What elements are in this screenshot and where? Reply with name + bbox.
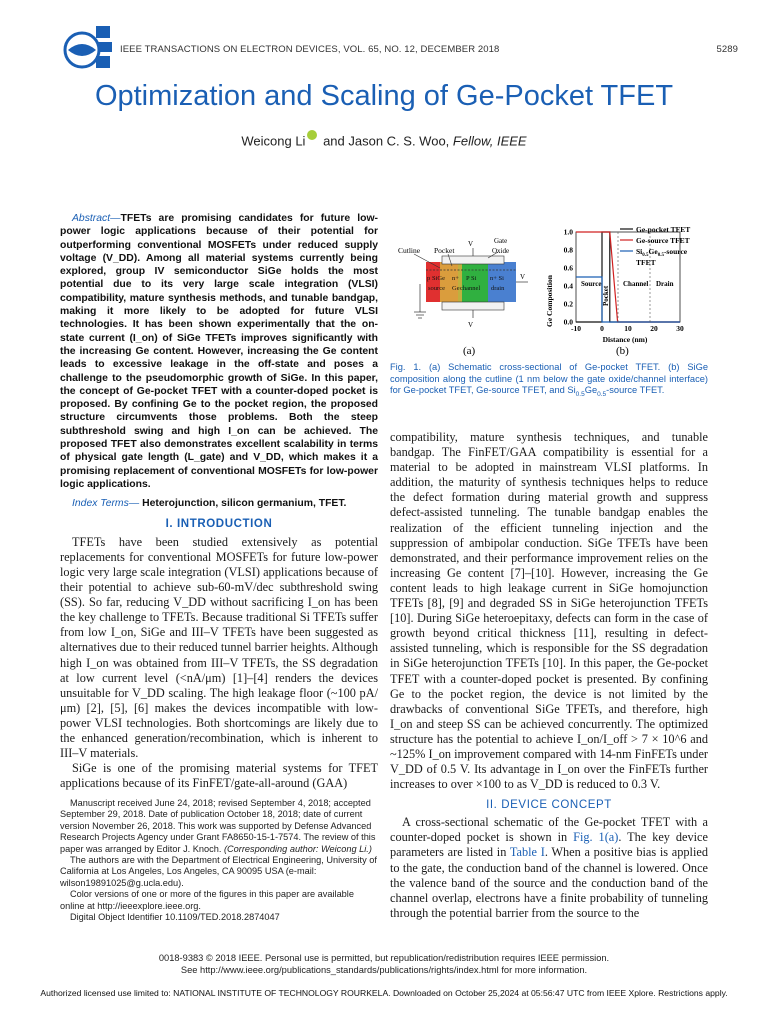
legend-ge-source: Ge-source TFET [636,236,690,245]
caption-part-b: (b) SiGe composition along the cutline (1 nm below the gate oxide/channel interface) for Ge-pocket TFET, Ge-source TFET, and Si [390,362,708,395]
footnote-doi: Digital Object Identifier 10.1109/TED.2018.2874047 [70,912,280,923]
legend-sige-source-tfet: TFET [636,258,656,267]
link-fig-1a[interactable]: Fig. 1(a) [573,830,619,845]
panel-b-label: (b) [616,345,629,357]
label-vg-top: V [468,240,474,248]
abstract [60,212,378,791]
label-vg-bottom: V [468,321,474,329]
author-2-title: Fellow, IEEE [452,133,527,149]
label-cutline: Cutline [398,246,421,255]
x-tick-label: 0 [600,324,604,333]
abstract-text: TFETs are promising candidates for future low-power logic applications because of their potential for outperforming conventional MOSFETs under reduced supply voltage (V_DD). Among all material systems currently being explored, group IV semiconductor SiGe holds the most potential due to its very large scale integration (VLSI) compatibility, mature synthesis methods, and tunable bandgap, making it more likely to be adopted for future VLSI technologies. It has been shown experimentally that the on-state current (I_on) of SiGe TFETs improves significantly with the increasing Ge content. However, increasing the Ge content leads to excessive leakage in the off-state and poses a challenge to the pseudomorphic growth of SiGe. In this paper, the concept of Ge-pocket TFET with a counter-doped pocket is proposed. By confining Ge to the pocket region, the proposed structure circumvents those problems. Both the steep subthreshold swing and high I_on can be achieved. The proposed TFET also demonstrates excellent scalability in terms of physical gate length (L_gate) and V_DD, which makes it a promising replacement of conventional MOSFETs for low-power logic applications. [60,213,378,490]
label-p-sige: p [427,275,431,282]
panel-a-label: (a) [463,345,476,357]
figure-1a-schematic [398,237,528,357]
y-tick-label: 0.6 [563,263,573,273]
footnote-color-versions: Color versions of one or more of the figures in this paper are available online at http://ieeexplore.ieee.org. [60,889,354,911]
paper-title: Optimization and Scaling of Ge-Pocket TFET [94,80,674,112]
x-tick-label: 30 [676,324,684,333]
footnote-affiliation: The authors are with the Department of Electrical Engineering, University of California at Los Angeles, Los Angeles, CA 90095 USA (e-mail: wilson19891025@g.ucla.edu). [60,855,377,888]
legend-sige-source: $Si_{0.5}Ge_{0.5}$-source [636,247,688,258]
footnote-manuscript: Manuscript received June 24, 2018; revised September 4, 2018; accepted September 29, 2018. Date of publication October 18, 2018; date of current version November 26, 2018. This work was supported by Defense Advanced Research Projects Agency under Grant FA8650-15-1-7574. The review of this paper was arranged by Editor J. Knoch. [60,798,376,854]
chart-xlabel: Distance (nm) [602,335,648,344]
caption-part-a: Fig. 1. (a) Schematic cross-sectional of Ge-pocket TFET. [390,362,669,372]
right-paragraph-1: compatibility, mature synthesis techniques, and tunable bandgap. The FinFET/GAA compatibility is essential for a material to be adopted in mainstream VLSI platforms. In addition, the maturity of synthesis techniques helps to reduce the defect formation during material growth and suppress defect-assisted tunneling. The tunable bandgap enables the realization of the efficient tunneling injection and the suppression of ambipolar conduction. SiGe TFETs have been demonstrated, and their performance improvement relies on the increasing Ge content [7]–[10]. However, increasing the Ge content leads to high leakage current in SiGe homojunction TFETs [8], [9] and degraded SS in SiGe heterojunction TFETs [10]. During SiGe heteroepitaxy, defects can form in the case of growth beyond critical thickness [11], resulting in defect-assisted tunneling, which is responsible for the SS degradation in SiGe heterojunction TFETs [10]. In this paper, the Ge-pocket TFET with a counter-doped pocket is presented. By confining Ge to the pocket region, the device is not limited by the drawbacks of conventional SiGe TFETs, and therefore, high I_on and steep SS can be achieved concurrently. The optimized structure has the potential to achieve I_on/I_off > 7 × 10^6 and ~125% I_on improvement compared with 14-nm FinFETs under V_DD of 0.5 V. Its advantage in I_on over the FinFETs further increases to over ×100 to as V_DD is reduced to 0.3 V. [390,430,708,792]
figure-1 [390,212,708,360]
label-source: source [428,285,445,292]
y-tick-label: 0.2 [563,299,573,309]
footnote-corresponding: (Corresponding author: Weicong Li.) [223,843,372,854]
section-heading-introduction: I. INTRODUCTION [165,517,273,530]
y-tick-label: 1.0 [563,227,573,237]
label-p-si: P Si [466,275,477,282]
label-gate-oxide-1: Gate [494,237,508,245]
link-table-1[interactable]: Table I [509,845,545,860]
page-number: 5289 [716,44,738,55]
device-paragraph-1: A cross-sectional schematic of the Ge-pocket TFET with a counter-doped pocket is shown in Fig. 1(a). The key device parameters are listed in Table I. When a positive bias is applied to the gate, the conduction band of the channel is lowered. Once the valence band of the source and the conduction band of the channel overlap, electrons have a finite probability of tunneling through the potential barrier from the source to the [390,815,708,920]
footnote [60,798,378,923]
section-heading-device-concept: II. DEVICE CONCEPT [486,799,612,812]
region-pocket: Pocket [602,285,610,306]
region-channel: Channel [623,280,649,288]
label-n-si: n+ Si [490,275,504,282]
copyright-notice [0,952,768,976]
author-line [0,130,768,148]
right-column-text [390,430,708,921]
index-terms-text: Heterojunction, silicon germanium, TFET. [139,498,347,510]
chart-ylabel: Ge Composition [545,275,554,327]
journal-citation: IEEE TRANSACTIONS ON ELECTRON DEVICES, VOL. 65, NO. 12, DECEMBER 2018 [120,44,500,55]
x-tick-label: -10 [571,324,581,333]
abstract-lead: Abstract— [72,213,121,224]
x-tick-label: 20 [650,324,658,333]
figure-1b-chart [545,225,690,357]
label-vds: V [520,273,526,281]
author-join: and Jason C. S. Woo, [319,133,453,149]
x-tick-label: 10 [624,324,632,333]
label-n-plus: n+ [452,275,459,282]
running-header [120,44,738,55]
author-1: Weicong Li [241,133,306,149]
y-tick-label: 0.8 [563,245,573,255]
label-sige: SiGe [432,275,445,282]
label-channel: channel [460,285,481,292]
label-drain: drain [491,285,505,292]
copyright-line-2: See http://www.ieee.org/publications_standards/publications/rights/index.html for more information. [180,965,588,975]
licence-notice: Authorized licensed use limited to: NATIONAL INSTITUTE OF TECHNOLOGY ROURKELA. Downloaded on October 25,2024 at 05:56:47 UTC from IEEE Xplore. Restrictions apply. [40,988,728,998]
label-gate-oxide-2: Oxide [492,247,510,255]
label-ge: Ge [452,285,460,292]
y-tick-label: 0.4 [563,281,573,291]
ieee-eds-logo [60,20,118,78]
figure-1-caption: Fig. 1. (a) Schematic cross-sectional of Ge-pocket TFET. (b) SiGe composition along the cutline (1 nm below the gate oxide/channel interface) for Ge-pocket TFET, Ge-source TFET, and $Si_{0.5}Ge_{0.5}$-source TFET. [390,362,708,398]
index-terms-lead: Index Terms— [72,498,140,510]
y-tick-label: 0.0 [563,317,573,327]
region-source: Source [581,280,602,288]
intro-paragraph-2: SiGe is one of the promising material systems for TFET applications because of its FinFET/gate-all-around (GAA) [60,761,378,791]
copyright-line-1: 0018-9383 © 2018 IEEE. Personal use is permitted, but republication/redistribution requires IEEE permission. [158,953,610,963]
region-drain: Drain [656,280,674,288]
label-pocket: Pocket [434,246,455,255]
intro-paragraph-1: TFETs have been studied extensively as potential replacements for conventional MOSFETs for future low-power logic very large scale integration (VLSI) applications because of their potential to achieve sub-60-mV/dec subthreshold swing (SS). So far, reducing V_DD without sacrificing I_on has been the key challenge to TFETs. Because traditional Si TFETs suffer from low I_on, SiGe and III–V TFETs have been suggested as alternatives due to their reduced tunnel barrier heights. Although high I_on was obtained from III–V TFETs, the SS degradation at low current level (<nA/μm) [1]–[4] renders the devices unsuitable for V_DD scaling. The high leakage floor (~100 pA/μm) [2], [5], [6] makes the devices incompatible with low-power VLSI technologies. Both shortcomings are likely due to the enhanced generation/recombination, which is inherent to III–V materials. [60,534,378,761]
legend-ge-pocket: Ge-pocket TFET [636,225,691,234]
orcid-icon[interactable] [307,130,317,140]
